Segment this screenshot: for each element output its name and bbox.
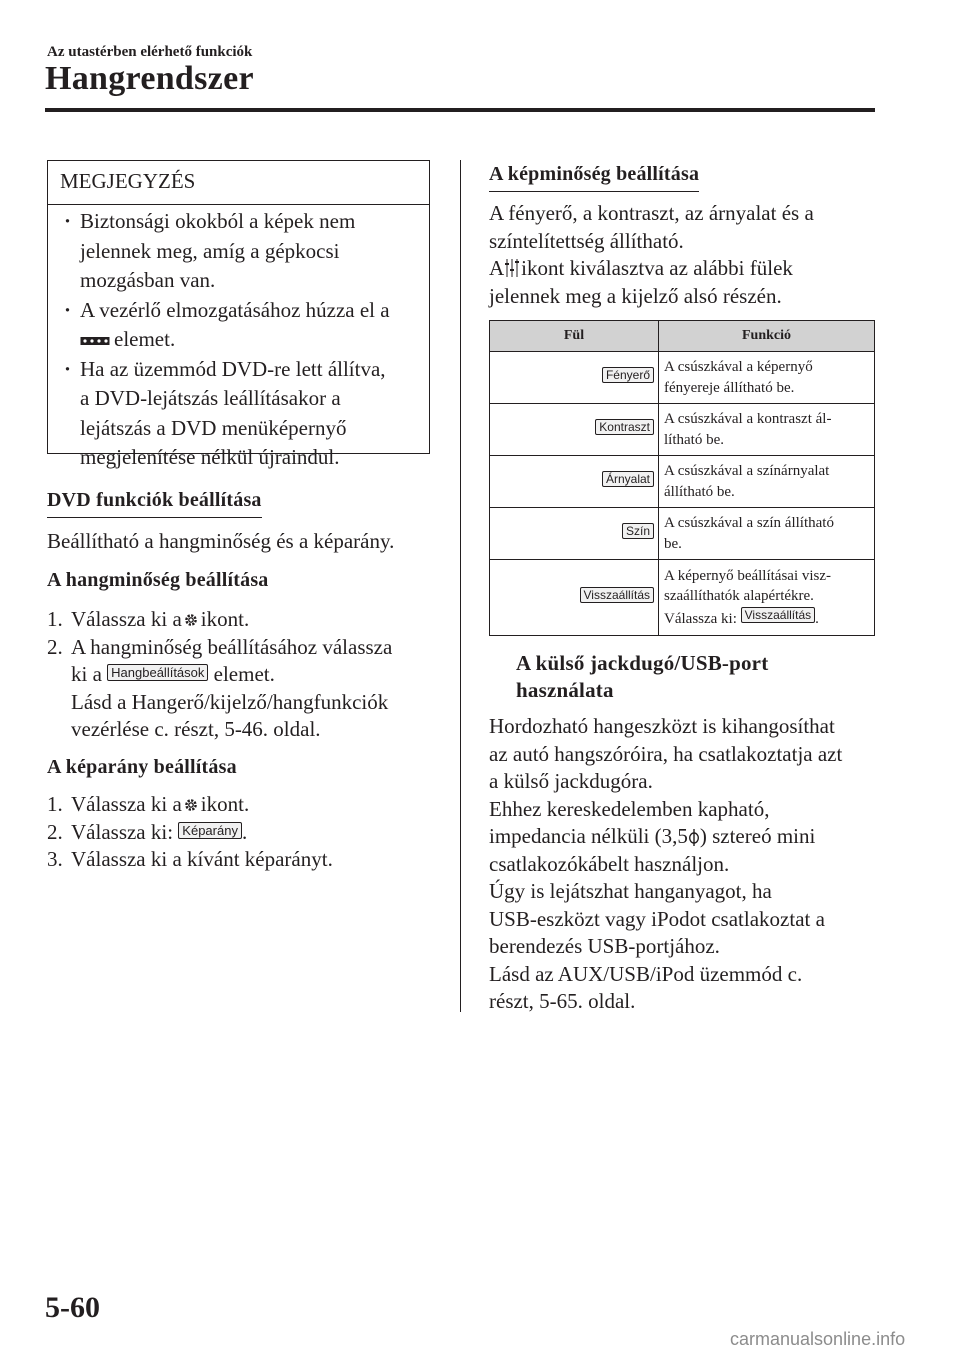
- sound-settings-button: Hangbeállítások: [107, 664, 208, 681]
- reset-button: Visszaállítás: [741, 607, 815, 623]
- table-row: Visszaállítás A képernyő beállításai visz- szaállíthatók alapértékre. Válassza ki: Visszaállítás .: [490, 560, 875, 636]
- aux-body: Hordozható hangeszközt is kihangosíthat az autó hangszóróira, ha csatlakoztatja azt a külső jackdugóra. Ehhez kereskedelemben kapható, impedancia nélküli (3,5 ) sztereó mini csatlakozókábelt használjon. Úgy is lejátszhat hanganyagot, ha USB-eszközt vagy iPodot csatlakoztat a berendezés USB-portjához. Lásd az AUX/USB/iPod üzemmód c. részt, 5-65. oldal.: [489, 714, 843, 1013]
- dvd-heading: DVD funkciók beállítása: [47, 488, 262, 518]
- tab-color: Szín: [622, 523, 654, 539]
- aspect-steps: [47, 791, 437, 874]
- column-divider: [460, 160, 461, 1012]
- note-body: [48, 205, 429, 473]
- tab-function-table: [489, 320, 875, 636]
- dvd-intro: Beállítható a hangminőség és a képarány.: [47, 529, 395, 553]
- aspect-step-3: 3. Válassza ki a kívánt képarányt.: [47, 847, 333, 871]
- note-box: [47, 160, 430, 469]
- table-header-function: Funkció: [659, 321, 875, 352]
- table-row: Fényerő A csúszkával a képernyő fényereje állítható be.: [490, 352, 875, 404]
- title-rule: [45, 108, 875, 112]
- gear-icon: [183, 611, 199, 629]
- table-header-tab: Fül: [490, 321, 659, 352]
- page-title: Hangrendszer: [45, 60, 254, 97]
- note-bullet: · Ha az üzemmód DVD-re lett állítva, a DVD-lejátszás leállításakor a lejátszás a DVD menüképernyő megjelenítése nélkül újraindul.: [60, 355, 419, 473]
- aspect-ratio-button: Képarány: [178, 822, 242, 839]
- tab-brightness: Fényerő: [602, 367, 654, 383]
- sound-heading: A hangminőség beállítása: [47, 569, 269, 591]
- aspect-step-2: 2. Válassza ki: Képarány .: [47, 819, 248, 844]
- picture-heading: A képminőség beállítása: [489, 162, 699, 192]
- table-row: Szín A csúszkával a szín állítható be.: [490, 508, 875, 560]
- sound-steps: [47, 606, 437, 744]
- aspect-step-1: 1. Válassza ki a ikont.: [47, 792, 250, 816]
- watermark: carmanualsonline.info: [730, 1329, 906, 1349]
- table-header-row: [490, 321, 875, 352]
- note-heading: MEGJEGYZÉS: [48, 161, 429, 205]
- gear-icon: [183, 796, 199, 814]
- page-number: 5-60: [45, 1291, 100, 1324]
- tab-tint: Árnyalat: [602, 471, 654, 487]
- note-bullet: · A vezérlő elmozgatásához húzza el a elemet.: [60, 296, 419, 355]
- note-bullet: · Biztonsági okokból a képek nem jelennek meg, amíg a gépkocsi mozgásban van.: [60, 207, 419, 296]
- tab-contrast: Kontraszt: [595, 419, 654, 435]
- sound-step-1: 1. Válassza ki a ikont.: [47, 607, 250, 631]
- diameter-icon: [688, 828, 700, 846]
- table-row: Árnyalat A csúszkával a színárnyalat állítható be.: [490, 456, 875, 508]
- picture-intro: A fényerő, a kontraszt, az árnyalat és a színtelítettség állítható. A ikont kiválasztva az alábbi fülek jelennek meg a kijelző alsó részén.: [489, 201, 814, 308]
- slider-settings-icon: [505, 258, 519, 278]
- rubber-handle-icon: [80, 335, 110, 347]
- table-row: Kontraszt A csúszkával a kontraszt ál- lítható be.: [490, 404, 875, 456]
- section-label: Az utastérben elérhető funkciók: [47, 44, 253, 60]
- aux-heading: A külső jackdugó/USB-port használata: [516, 651, 769, 702]
- tab-reset: Visszaállítás: [580, 587, 654, 603]
- sound-step-2: 2. A hangminőség beállításához válassza ki a Hangbeállítások elemet. Lásd a Hangerő/kijelző/hangfunkciók vezérlése c. részt, 5-46. oldal.: [47, 634, 393, 741]
- aspect-heading: A képarány beállítása: [47, 756, 237, 778]
